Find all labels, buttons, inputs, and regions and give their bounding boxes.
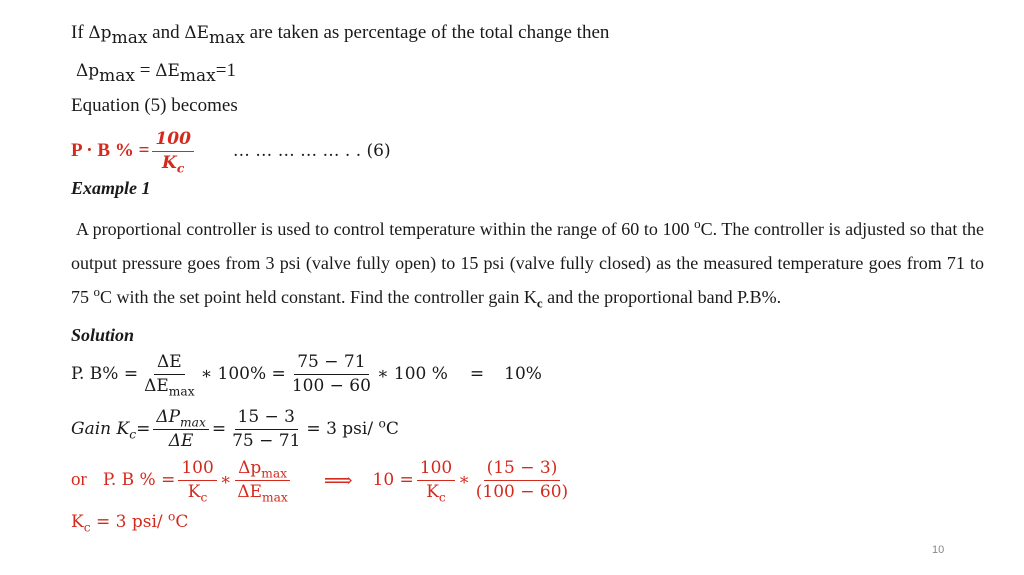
equation-6 bbox=[71, 129, 391, 176]
equation-or: or P. B % = $\frac{100}{K_c}$ ∗ $\frac{\Delta p_{max}}{\Delta E_{max}}$ ⟹ 10 = $\frac{100}{K_c}$ ∗ $\frac{(15 - 3)}{(100 - 60)}$ bbox=[71, 459, 574, 501]
implies-arrow: ⟹ bbox=[323, 468, 353, 493]
equation-6-label: … … … … … . . (6) bbox=[232, 141, 391, 162]
gain-fraction-1: $\frac{\Delta P_{max}}{\Delta E}$ bbox=[153, 408, 209, 450]
or-fraction-2: $\frac{\Delta p_{max}}{\Delta E_{max}}$ bbox=[234, 459, 290, 501]
equation-6-lhs: P · B % = bbox=[71, 140, 150, 162]
equation-gain: Gain $K_c$ = $\frac{\Delta P_{max}}{\Delta E}$ = $\frac{15 - 3}{75 - 71}$ = 3 psi/ $^o$C bbox=[71, 407, 399, 451]
example-heading: Example 1 bbox=[71, 178, 151, 198]
equation-6-fraction: $\frac{100}{K_c}$ bbox=[152, 130, 194, 172]
or-fraction-1: $\frac{100}{K_c}$ bbox=[178, 459, 216, 501]
intro-line-2: $\Delta p_{max} = \Delta E_{max}=1$ bbox=[76, 60, 236, 86]
intro-line-3: Equation (5) becomes bbox=[71, 95, 238, 116]
page-number: 10 bbox=[932, 544, 945, 556]
equation-final-kc: $K_c = 3$ psi/ $^o$C bbox=[71, 509, 189, 535]
gain-fraction-2: $\frac{15 - 3}{75 - 71}$ bbox=[232, 407, 301, 451]
solution-heading: Solution bbox=[71, 325, 135, 345]
pb-fraction-2: $\frac{75 - 71}{100 - 60}$ bbox=[291, 352, 371, 396]
or-fraction-3: $\frac{100}{K_c}$ bbox=[417, 459, 455, 501]
or-fraction-4: $\frac{(15 - 3)}{(100 - 60)}$ bbox=[475, 458, 569, 502]
pb-fraction-1: $\frac{\Delta E}{\Delta E_{max}}$ bbox=[144, 352, 195, 399]
equation-pb: P. B% = $\frac{\Delta E}{\Delta E_{max}}$ ∗ 100% = $\frac{75 - 71}{100 - 60}$ ∗ 100 % = 10% bbox=[71, 352, 542, 399]
pb-result: 10% bbox=[504, 364, 542, 385]
example-problem-text: A proportional controller is used to control temperature within the range of 60 to 100 $^o$C. The controller is adjusted so that the output pressure goes from 3 psi (valve fully open) to 15 psi (valve fully closed) as the measured temperature goes from 71 to 75 $^o$C with the set point held constant. Find the controller gain $K_c$ and the proportional band P.B%. bbox=[71, 216, 984, 311]
intro-line-1: If $\Delta p_{max}$ and $\Delta E_{max}$ are taken as percentage of the total change then bbox=[71, 22, 610, 48]
